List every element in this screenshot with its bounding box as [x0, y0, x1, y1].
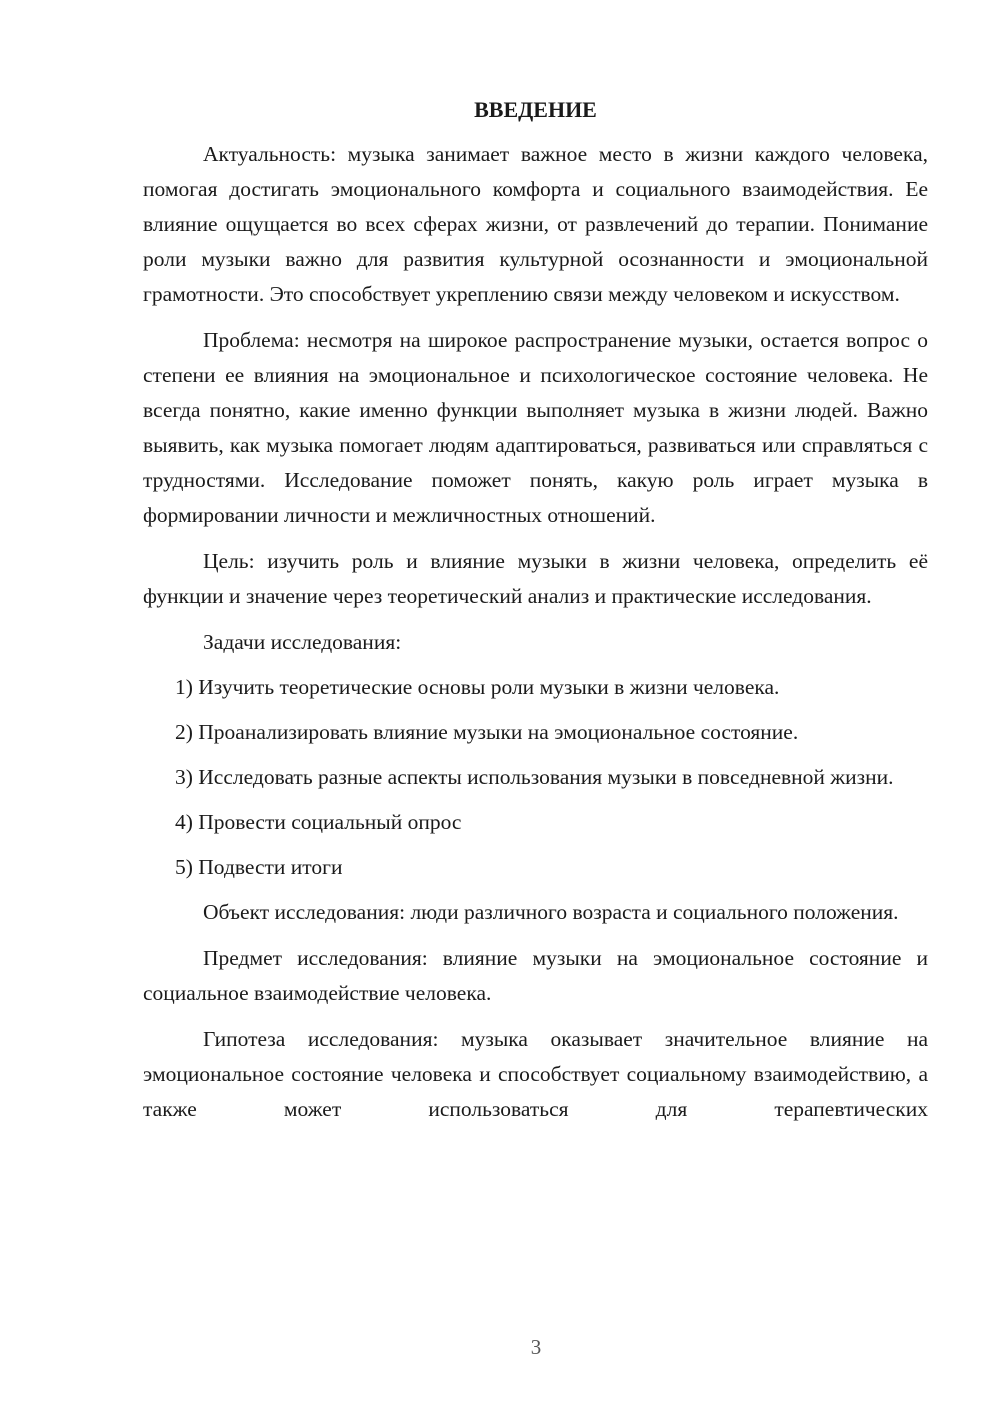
goal-paragraph: Цель: изучить роль и влияние музыки в жизни человека, определить её функции и значение через теоретический анализ и практические исследования.: [143, 549, 928, 608]
problem-paragraph: Проблема: несмотря на широкое распространение музыки, остается вопрос о степени ее влияния на эмоциональное и психологическое состояние человека. Не всегда понятно, какие именно функции выполняет музыка в жизни людей. Важно выявить, как музыка помогает людям адаптироваться, развиваться или справляться с трудностями. Исследование поможет понять, какую роль играет музыка в формировании личности и межличностных отношений.: [143, 328, 928, 527]
page-number: 3: [530, 1335, 542, 1359]
tasks-heading: Задачи исследования:: [203, 630, 402, 654]
object-paragraph: Объект исследования: люди различного возраста и социального положения.: [203, 900, 899, 924]
document-page: [143, 95, 928, 1127]
task-item-3: 3) Исследовать разные аспекты использования музыки в повседневной жизни.: [175, 765, 894, 789]
subject-paragraph: Предмет исследования: влияние музыки на эмоциональное состояние и социальное взаимодействие человека.: [143, 946, 928, 1005]
task-item-1: 1) Изучить теоретические основы роли музыки в жизни человека.: [175, 675, 780, 699]
task-item-4: 4) Провести социальный опрос: [175, 810, 462, 834]
relevance-paragraph: Актуальность: музыка занимает важное место в жизни каждого человека, помогая достигать эмоционального комфорта и социального взаимодействия. Ее влияние ощущается во всех сферах жизни, от развлечений до терапии. Понимание роли музыки важно для развития культурной осознанности и эмоциональной грамотности. Это способствует укреплению связи между человеком и искусством.: [143, 142, 928, 306]
task-item-5: 5) Подвести итоги: [175, 855, 343, 879]
hypothesis-paragraph: Гипотеза исследования: музыка оказывает значительное влияние на эмоциональное состояние человека и способствует социальному взаимодействию, а также может использоваться для терапевтических: [143, 1027, 928, 1121]
task-item-2: 2) Проанализировать влияние музыки на эмоциональное состояние.: [175, 720, 799, 744]
section-title: ВВЕДЕНИЕ: [474, 97, 597, 122]
